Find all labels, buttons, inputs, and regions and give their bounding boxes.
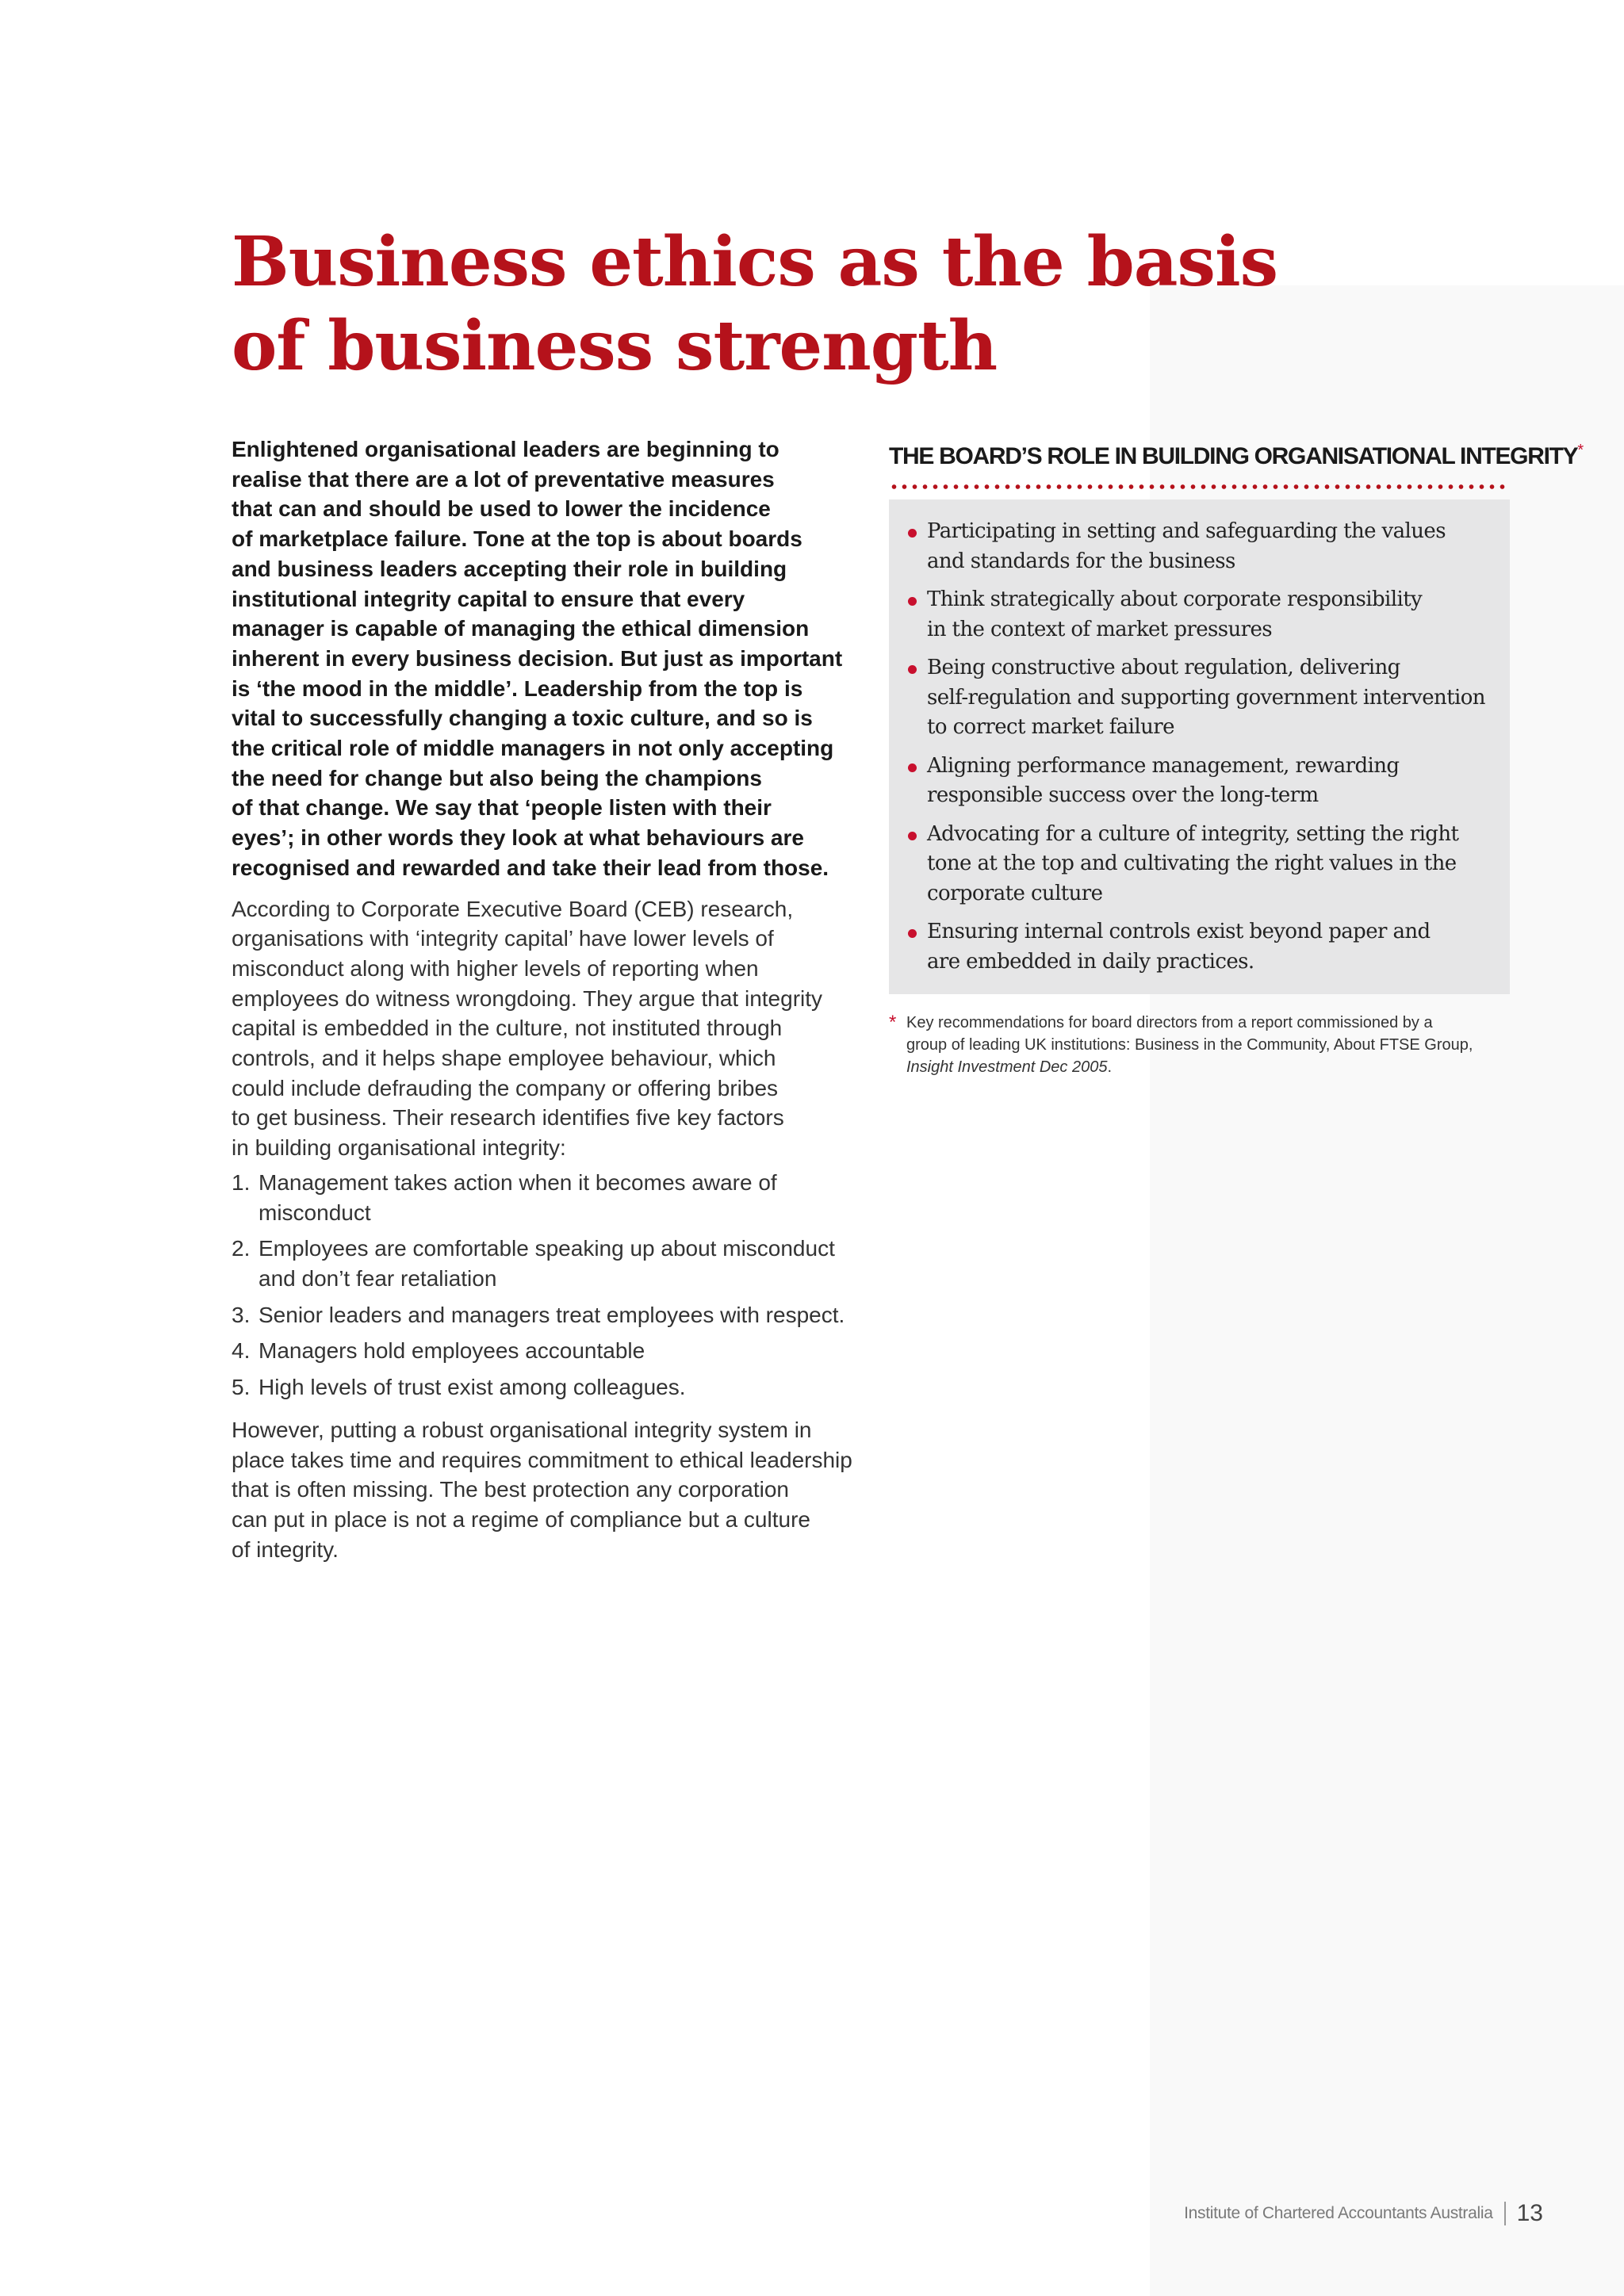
list-item-text: Senior leaders and managers treat employees with respect. xyxy=(259,1302,845,1327)
list-item-text: self-regulation and supporting government intervention xyxy=(927,685,1485,710)
body-line: can put in place is not a regime of compliance but a culture xyxy=(232,1506,810,1532)
footer-divider xyxy=(1504,2202,1506,2225)
list-item xyxy=(908,517,1494,576)
footnote-line: Key recommendations for board directors from a report commissioned by a xyxy=(906,1014,1433,1031)
board-role-list xyxy=(908,517,1494,977)
intro-line: Enlightened organisational leaders are beginning to xyxy=(232,437,779,461)
body-line: employees do witness wrongdoing. They argue that integrity xyxy=(232,985,823,1011)
list-item-text: corporate culture xyxy=(927,881,1103,905)
footnote-line: group of leading UK institutions: Business in the Community, About FTSE Group, xyxy=(906,1036,1473,1054)
list-item-text: Being constructive about regulation, delivering xyxy=(927,656,1400,679)
list-item xyxy=(908,917,1494,977)
list-item-number: 4. xyxy=(232,1338,251,1364)
body-line: could include defrauding the company or offering bribes xyxy=(232,1075,779,1100)
list-item-number: 1. xyxy=(232,1169,251,1195)
body-line: capital is embedded in the culture, not instituted through xyxy=(232,1016,783,1041)
list-item xyxy=(232,1336,866,1366)
board-role-box xyxy=(889,499,1510,994)
ceb-paragraph xyxy=(232,894,866,1163)
list-item-text: Employees are comfortable speaking up about misconduct xyxy=(259,1236,835,1261)
list-item-text: tone at the top and cultivating the right values in the xyxy=(927,851,1457,875)
integrity-factors-list xyxy=(232,1168,866,1402)
sidebar-heading-text: THE BOARD’S ROLE IN BUILDING ORGANISATIONAL INTEGRITY xyxy=(889,443,1578,469)
intro-line: institutional integrity capital to ensure that every xyxy=(232,586,745,611)
body-line: According to Corporate Executive Board (CEB) research, xyxy=(232,896,794,921)
footnote-marker: * xyxy=(1577,442,1583,459)
footnote-marker: * xyxy=(889,1012,897,1033)
dotted-divider xyxy=(889,484,1510,490)
list-item xyxy=(232,1234,866,1293)
list-item-number: 3. xyxy=(232,1302,251,1327)
list-item-text: in the context of market pressures xyxy=(927,617,1272,641)
sidebar-heading xyxy=(889,434,1583,473)
list-item-text: Aligning performance management, rewarding xyxy=(927,753,1400,778)
list-item xyxy=(232,1372,866,1402)
list-item-number: 5. xyxy=(232,1375,251,1400)
intro-line: that can and should be used to lower the incidence xyxy=(232,496,771,522)
list-item-text: and don’t fear retaliation xyxy=(259,1265,497,1291)
footnote-line xyxy=(906,1056,1510,1078)
list-item-text: High levels of trust exist among colleagues. xyxy=(259,1375,686,1400)
list-item-number: 2. xyxy=(232,1236,251,1261)
page-number: 13 xyxy=(1516,2200,1543,2226)
intro-line: inherent in every business decision. But just as important xyxy=(232,645,843,671)
intro-paragraph xyxy=(232,434,866,883)
intro-line: and business leaders accepting their role in building xyxy=(232,556,787,581)
page-footer xyxy=(1184,2198,1543,2229)
body-line: place takes time and requires commitment to ethical leadership xyxy=(232,1447,852,1472)
sidebar-column xyxy=(889,434,1583,1078)
list-item-text: Advocating for a culture of integrity, setting the right xyxy=(927,821,1459,846)
footnote-source: Insight Investment Dec 2005 xyxy=(906,1058,1108,1076)
intro-line: the need for change but also being the champions xyxy=(232,765,762,790)
body-line: controls, and it helps shape employee behaviour, which xyxy=(232,1046,776,1071)
page-title-line: Business ethics as the basis xyxy=(232,222,1278,302)
list-item-text: and standards for the business xyxy=(927,549,1235,573)
intro-line: of that change. We say that ‘people listen with their xyxy=(232,795,772,821)
intro-line: manager is capable of managing the ethical dimension xyxy=(232,616,810,641)
body-line: of integrity. xyxy=(232,1536,339,1562)
list-item-text: misconduct xyxy=(259,1200,371,1225)
main-column xyxy=(232,434,866,1564)
list-item-text: responsible success over the long-term xyxy=(927,783,1319,807)
intro-line: eyes’; in other words they look at what behaviours are xyxy=(232,825,804,851)
list-item-text: Participating in setting and safeguarding the values xyxy=(927,519,1446,543)
footnote xyxy=(889,1012,1510,1078)
footnote-period: . xyxy=(1107,1058,1113,1076)
body-line: However, putting a robust organisational integrity system in xyxy=(232,1417,812,1442)
intro-line: realise that there are a lot of preventative measures xyxy=(232,466,775,492)
page-title xyxy=(232,220,1342,388)
list-item xyxy=(908,585,1494,645)
list-item xyxy=(232,1300,866,1330)
closing-paragraph xyxy=(232,1415,866,1565)
list-item-text: Managers hold employees accountable xyxy=(259,1338,645,1364)
intro-line: of marketplace failure. Tone at the top is about boards xyxy=(232,526,802,552)
list-item xyxy=(908,653,1494,743)
list-item-text: are embedded in daily practices. xyxy=(927,949,1254,974)
list-item xyxy=(232,1168,866,1227)
page-title-line: of business strength xyxy=(232,306,998,386)
body-line: in building organisational integrity: xyxy=(232,1135,566,1161)
list-item-text: Ensuring internal controls exist beyond paper and xyxy=(927,920,1431,943)
intro-line: the critical role of middle managers in not only accepting xyxy=(232,736,834,761)
body-line: to get business. Their research identifies five key factors xyxy=(232,1105,784,1131)
body-line: organisations with ‘integrity capital’ have lower levels of xyxy=(232,926,774,951)
body-line: misconduct along with higher levels of reporting when xyxy=(232,955,759,981)
intro-line: vital to successfully changing a toxic culture, and so is xyxy=(232,706,813,731)
intro-line: recognised and rewarded and take their lead from those. xyxy=(232,855,829,880)
intro-line: is ‘the mood in the middle’. Leadership from the top is xyxy=(232,675,803,701)
list-item-text: to correct market failure xyxy=(927,715,1174,739)
list-item-text: Management takes action when it becomes aware of xyxy=(259,1169,777,1195)
list-item xyxy=(908,820,1494,909)
footer-organisation: Institute of Chartered Accountants Australia xyxy=(1184,2204,1493,2222)
body-line: that is often missing. The best protection any corporation xyxy=(232,1477,789,1502)
list-item xyxy=(908,752,1494,811)
list-item-text: Think strategically about corporate responsibility xyxy=(927,587,1423,611)
